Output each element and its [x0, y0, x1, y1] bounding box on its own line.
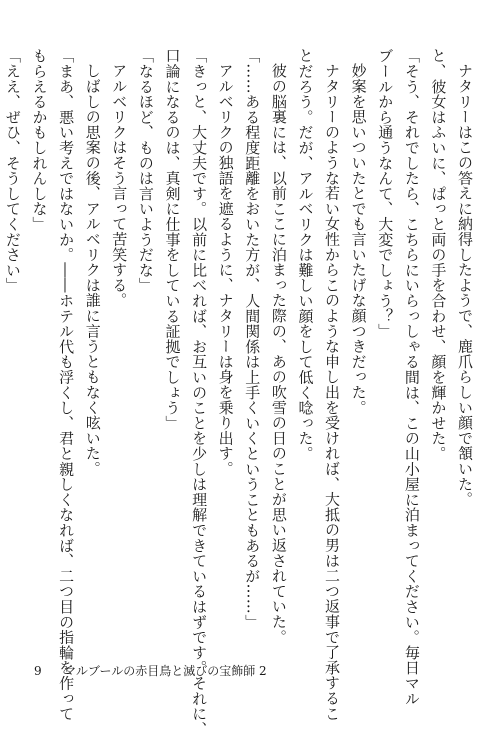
book-title: マルブールの赤目鳥と滅びの宝飾師 2: [63, 664, 267, 678]
text-line: 「……ある程度距離をおいた方が、人間関係は上手くいくということもあるが……」: [243, 48, 262, 630]
text-line: 「まあ、悪い考えではないか。――ホテル代も浮くし、君と親しくなれば、二つ目の指輪を作って: [57, 48, 76, 722]
text-line: 口論になるのは、真剣に仕事をしている証拠でしょう」: [163, 48, 182, 431]
text-line: しばしの思案の後、アルベリクは誰に言うともなく呟いた。: [83, 63, 102, 477]
text-line: と、彼女はふいに、ぱっと両の手を合わせ、顔を輝かせた。: [429, 48, 448, 462]
text-line: 妙案を思いついたとでも言いたげな顔つきだった。: [349, 63, 368, 415]
text-line: ナタリーのような若い女性からこのような申し出を受ければ、大抵の男は二つ返事で了承するこ: [323, 63, 342, 721]
text-line: ナタリーはこの答えに納得したようで、鹿爪らしい顔で頷いた。: [456, 63, 474, 507]
text-line: もらえるかもしれんしな」: [30, 48, 49, 232]
text-line: 「ええ、ぜひ、そうしてください」: [3, 48, 22, 293]
text-line: アルベリクはそう言って苦笑する。: [110, 63, 129, 308]
page-footer: [34, 662, 267, 679]
text-line: 「そう、それでしたら、こちらにいらっしゃる間は、この山小屋に泊まってください。毎日マル: [402, 48, 421, 706]
text-line: ブールから通うなんて、大変でしょう？」: [376, 48, 395, 339]
text-line: 「きっと、大丈夫です。以前に比べれば、お互いのことを少しは理解できているはずです。それに、: [190, 48, 209, 737]
page-number: 9: [34, 664, 42, 678]
text-line: 「なるほど、ものは言いようだな」: [136, 48, 155, 293]
text-line: アルベリクの独語を遮るように、ナタリーは身を乗り出す。: [216, 63, 235, 477]
text-line: とだろう。だが、アルベリクは難しい顔をして低く唸った。: [296, 48, 315, 462]
text-line: 彼の脳裏には、以前ここに泊まった際の、あの吹雪の日のことが思い返されていた。: [269, 63, 288, 645]
